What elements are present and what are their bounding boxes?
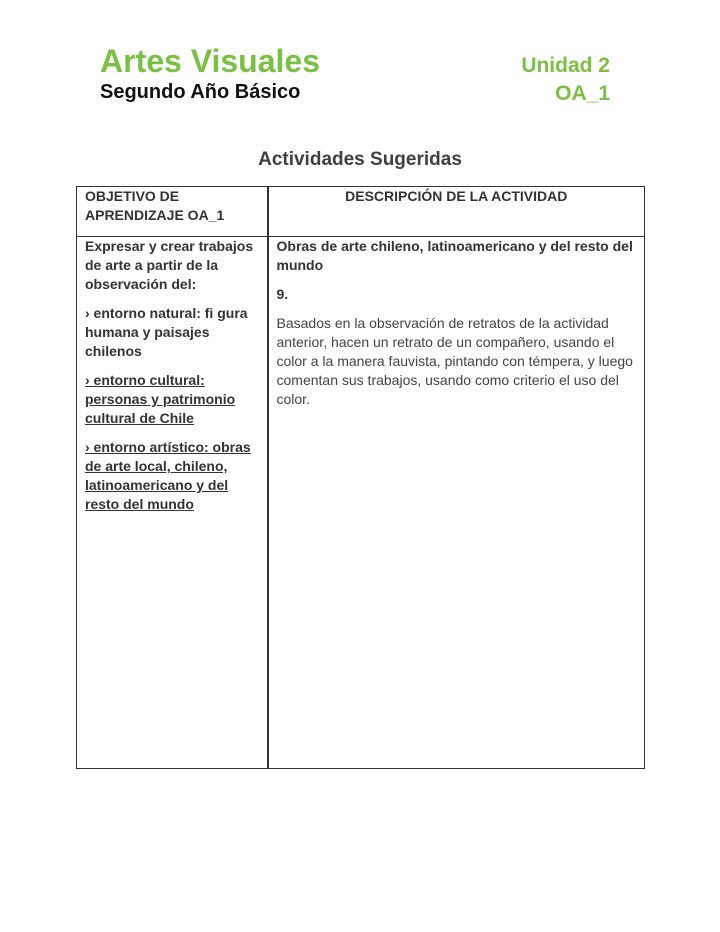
table-header-row bbox=[77, 187, 645, 237]
oa-label: OA_1 bbox=[555, 82, 610, 105]
description-cell bbox=[268, 237, 645, 769]
objective-header: OBJETIVO DE APRENDIZAJE OA_1 bbox=[77, 187, 268, 237]
section-title: Actividades Sugeridas bbox=[258, 149, 462, 170]
objective-item-natural: › entorno natural: fi gura humana y paisajes chilenos bbox=[85, 305, 248, 359]
unit-info bbox=[521, 52, 610, 108]
unit-label: Unidad 2 bbox=[521, 54, 610, 77]
description-header: DESCRIPCIÓN DE LA ACTIVIDAD bbox=[268, 187, 645, 237]
activity-number: 9. bbox=[276, 286, 289, 302]
activity-table bbox=[76, 186, 645, 769]
grade-subtitle: Segundo Año Básico bbox=[100, 81, 301, 103]
objective-intro: Expresar y crear trabajos de arte a partir de la observación del: bbox=[85, 238, 254, 292]
activity-description: Basados en la observación de retratos de la actividad anterior, hacen un retrato de un compañero, usando el color a la manera fauvista, pintando con témpera, y luego comentan sus trabajos, usando como criterio el uso del color. bbox=[276, 315, 633, 407]
document-header bbox=[100, 42, 320, 104]
activity-title: Obras de arte chileno, latinoamericano y del resto del mundo bbox=[276, 238, 633, 273]
objective-item-artistic: › entorno artístico: obras de arte local, chileno, latinoamericano y del resto del mundo bbox=[85, 439, 251, 512]
objective-cell bbox=[77, 237, 268, 769]
table-row bbox=[77, 237, 645, 769]
objective-item-cultural: › entorno cultural: personas y patrimonio cultural de Chile bbox=[85, 372, 236, 426]
subject-title: Artes Visuales bbox=[100, 43, 320, 79]
